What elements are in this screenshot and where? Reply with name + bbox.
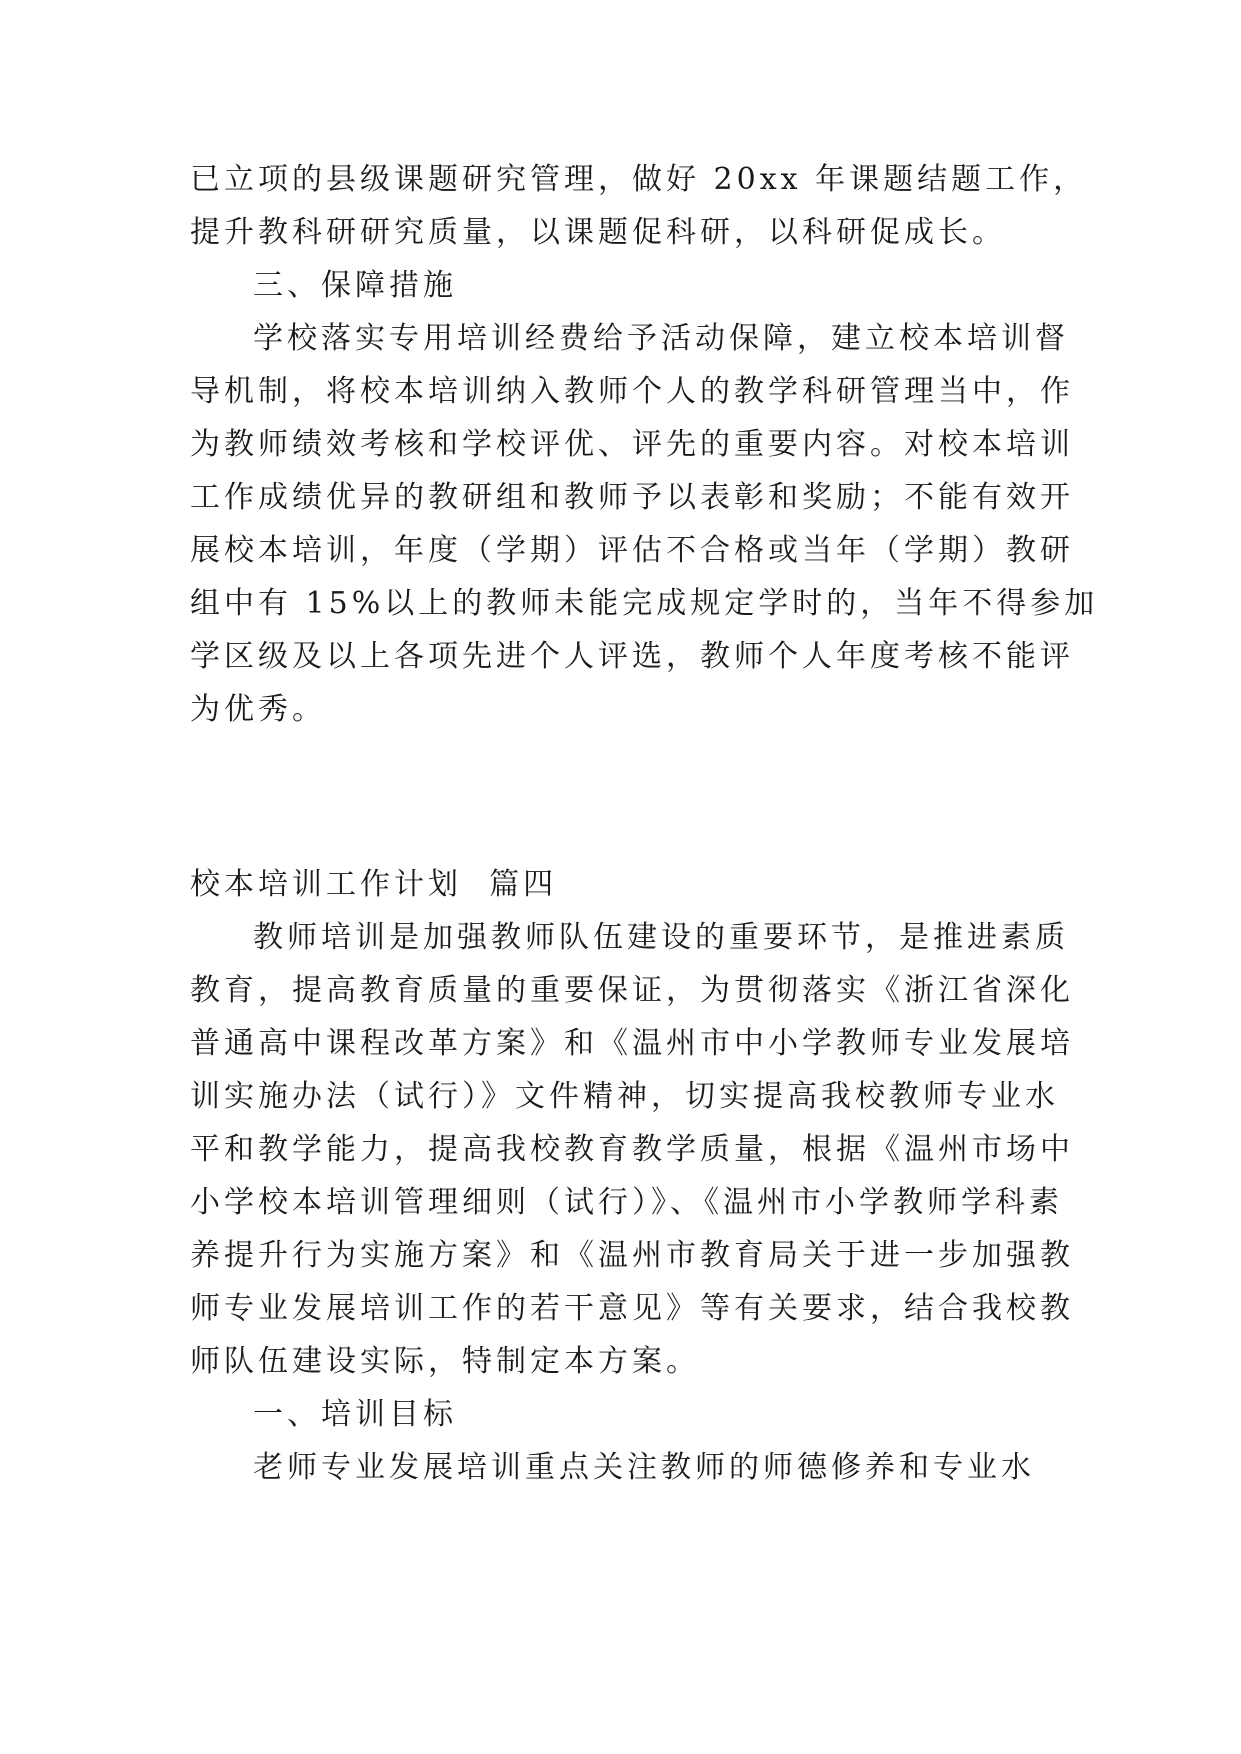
text-line: 平和教学能力，提高我校教育教学质量，根据《温州市场中: [190, 1132, 1074, 1167]
heading-guarantee-measures: [190, 259, 1050, 312]
text-line: 组中有 15%以上的教师未能完成规定学时的，当年不得参加: [190, 586, 1099, 621]
paragraph-training-goals: [190, 1441, 1050, 1494]
section-heading: 一、培训目标: [253, 1397, 457, 1432]
text-line: 普通高中课程改革方案》和《温州市中小学教师专业发展培: [190, 1026, 1074, 1061]
text-line: 提升教科研研究质量，以课题促科研，以科研促成长。: [190, 215, 1006, 250]
text-line: 为教师绩效考核和学校评优、评先的重要内容。对校本培训: [190, 427, 1074, 462]
section-heading: 三、保障措施: [253, 268, 457, 303]
text-line: 导机制，将校本培训纳入教师个人的教学科研管理当中，作: [190, 374, 1074, 409]
text-line: 展校本培训，年度（学期）评估不合格或当年（学期）教研: [190, 533, 1074, 568]
section-title: [190, 858, 1050, 911]
text-line: 训实施办法（试行）》文件精神，切实提高我校教师专业水: [190, 1079, 1059, 1114]
text-line: 学校落实专用培训经费给予活动保障，建立校本培训督: [253, 321, 1069, 356]
document-section-title: 校本培训工作计划 篇四: [190, 867, 558, 902]
paragraph-guarantee-measures: [190, 312, 1099, 736]
text-line: 工作成绩优异的教研组和教师予以表彰和奖励；不能有效开: [190, 480, 1074, 515]
text-line: 为优秀。: [190, 692, 326, 727]
paragraph-research-management: [190, 153, 1088, 259]
text-line: 师专业发展培训工作的若干意见》等有关要求，结合我校教: [190, 1291, 1074, 1326]
heading-training-goals: [190, 1388, 1050, 1441]
text-line: 教师培训是加强教师队伍建设的重要环节，是推进素质: [253, 920, 1069, 955]
text-line: 教育，提高教育质量的重要保证，为贯彻落实《浙江省深化: [190, 973, 1074, 1008]
text-line: 老师专业发展培训重点关注教师的师德修养和专业水: [253, 1450, 1035, 1485]
text-line: 养提升行为实施方案》和《温州市教育局关于进一步加强教: [190, 1238, 1074, 1273]
paragraph-training-intro: [190, 911, 1074, 1388]
text-line: 小学校本培训管理细则（试行）》、《温州市小学教师学科素: [190, 1185, 1063, 1220]
text-line: 已立项的县级课题研究管理，做好 20xx 年课题结题工作，: [190, 162, 1088, 197]
text-line: 师队伍建设实际，特制定本方案。: [190, 1344, 700, 1379]
text-line: 学区级及以上各项先进个人评选，教师个人年度考核不能评: [190, 639, 1074, 674]
